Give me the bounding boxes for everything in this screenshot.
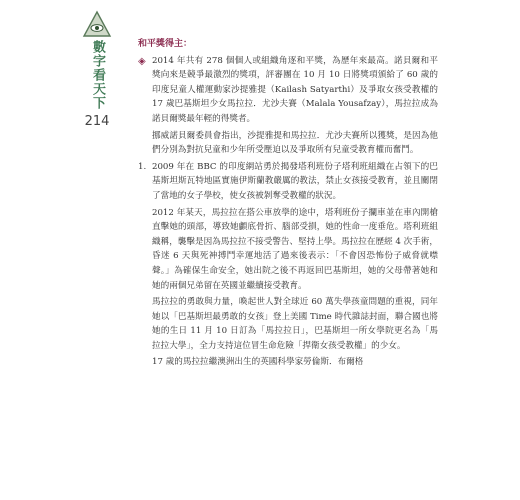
sidebar [80, 10, 114, 129]
item-1-text: 2009 年在 BBC 的印度網站勇於揭發塔利班份子塔利班組織在占領下的巴基斯坦斯瓦特地區實施伊斯蘭教嚴厲的教法，禁止女孩接受教育，並且關閉了當地的女子學校，使女孩被剝奪受教權的狀況。 [152, 161, 438, 201]
main-content [138, 37, 438, 372]
bullet-paragraph: 2014 年共有 278 個個人或組織角逐和平獎，為歷年來最高。諾貝爾和平獎向來是競爭最激烈的獎項，評審團在 10 月 10 日將獎項頒給了 60 歲的印度兒童人權運動家沙提雅提（Kailash Satyarthi）及爭取女孩受教權的 17 歲巴基斯坦少女馬拉拉．尤沙夫賽（Malala Yousafzay），馬拉拉成為諾貝爾獎最年輕的得獎者。 [152, 55, 438, 124]
eye-triangle-logo-icon [82, 10, 112, 38]
sidebar-title: 數字看天下 [90, 40, 105, 110]
numbered-item-1 [138, 160, 438, 204]
item-1-paragraph-2: 2012 年某天，馬拉拉在搭公車放學的途中，塔利班份子攔車並在車內開槍直擊她的頭部，導致她顱底骨折、腦部受損，她的性命一度垂危。塔利班組織稱，襲擊是因為馬拉拉不接受警告、堅持上學。馬拉拉在歷經 4 次手術，昏迷 6 天與死神搏鬥幸運地活了過來後表示：「不會因恐怖份子威脅就噤聲。」為確保生命安全，她出院之後不再返回巴基斯坦，她的父母帶著她和她的兩個兄弟留在英國並繼續接受教育。 [152, 207, 438, 291]
section-heading: 和平獎得主： [138, 39, 193, 49]
page-number: 214 [84, 114, 110, 129]
bullet-item [138, 54, 438, 127]
item-number: 1. [138, 161, 147, 172]
diamond-bullet-icon: ◈ [138, 55, 146, 67]
paragraph-2: 挪威諾貝爾委員會指出，沙提雅提和馬拉拉．尤沙夫賽所以獲獎，是因為他們分別為對抗兒童和少年所受壓迫以及爭取所有兒童受教育權而奮鬥。 [152, 130, 438, 156]
item-1-paragraph-3: 馬拉拉的勇敢與力量，喚起世人對全球近 60 萬失學孩童問題的重視，同年她以「巴基斯坦最勇敢的女孩」登上美國 Time 時代雜誌封面，聯合國也將她的生日 11 月 10 日訂為「馬拉拉日」，巴基斯坦一所女學院更名為「馬拉拉大學」，全力支持這位冒生命危險「捍衛女孩受教權」的少女。 [152, 297, 438, 351]
item-1-paragraph-4: 17 歲的馬拉拉繼澳洲出生的英國科學家勞倫斯．布爾格 [152, 357, 364, 368]
